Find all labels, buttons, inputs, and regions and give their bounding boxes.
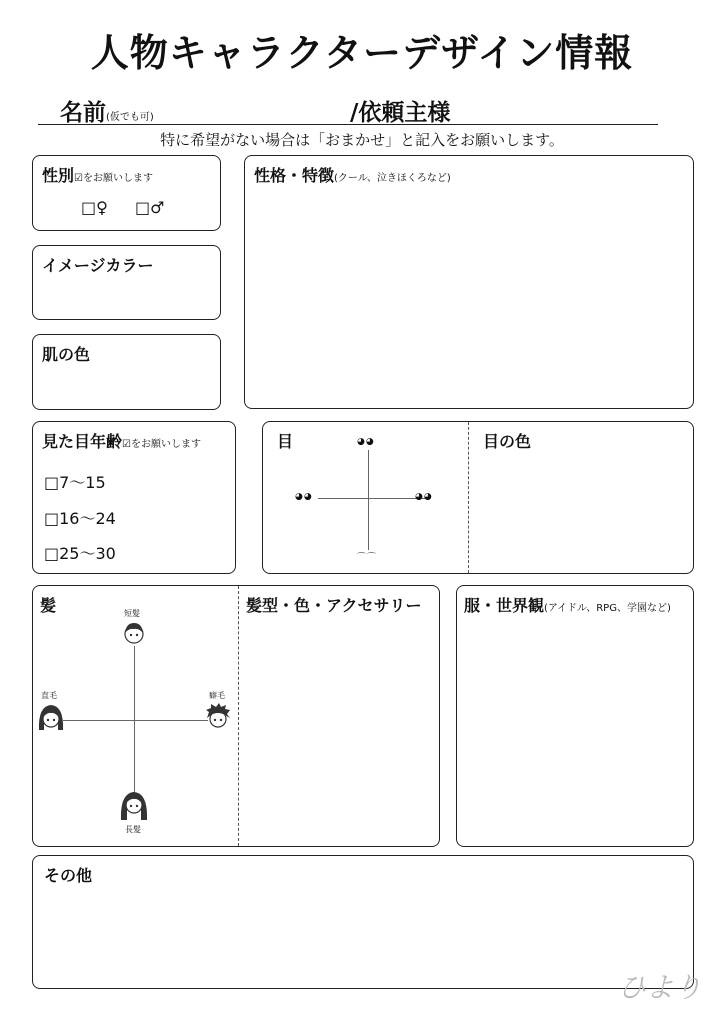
personality-hint: (クール、泣きほくろなど) [334,173,451,184]
hair-label: 髪 [40,596,57,615]
eye-right-icon: ◕◕ [415,492,433,502]
age-option-7-15[interactable]: □7〜15 [44,473,106,492]
name-label-text: 名前 [60,100,106,126]
straight-hair-head-icon [36,702,66,732]
name-hint: (仮でも可) [106,112,154,123]
age-box[interactable] [32,421,236,574]
curly-hair-head-icon [203,702,233,732]
age-option-25-30[interactable]: □25〜30 [44,544,116,563]
long-hair-head-icon [119,789,149,821]
other-box[interactable] [32,855,694,989]
eyes-axis-vertical [368,450,369,550]
eye-bottom-icon: ⌒⌒ [357,553,378,563]
personality-box[interactable] [244,155,694,409]
age-hint: ☑をお願いします [122,439,201,450]
gender-label [42,163,153,186]
image-color-label: イメージカラー [42,256,154,275]
image-color-box[interactable] [32,245,221,320]
signature: ひより [617,971,702,1004]
skin-color-label: 肌の色 [42,345,91,364]
name-label [60,94,154,127]
clothes-box[interactable] [456,585,694,847]
eye-color-label: 目の色 [483,432,532,451]
eyes-axis-horizontal [318,498,428,499]
hair-box[interactable] [32,585,440,847]
clothes-label-text: 服・世界観 [464,596,545,615]
hair-bottom-label: 長髪 [125,825,141,834]
page-title: 人物キャラクターデザイン情報 [90,31,634,75]
personality-label-text: 性格・特徴 [254,166,335,185]
eyes-divider [468,422,469,573]
hair-style-label: 髪型・色・アクセサリー [246,596,422,615]
client-label: /依頼主様 [350,100,451,126]
female-checkbox[interactable]: □♀ [81,198,108,217]
eyes-box[interactable] [262,421,694,574]
hair-axis-horizontal [63,720,208,721]
eye-left-icon: ◕◕ [295,492,313,502]
personality-label [254,163,451,186]
age-option-16-24[interactable]: □16〜24 [44,509,116,528]
instruction-note: 特に希望がない場合は「おまかせ」と記入をお願いします。 [160,131,564,149]
age-label-text: 見た目年齢 [42,432,123,451]
eyes-label: 目 [277,432,294,451]
eye-top-icon: ◕◕ [357,437,375,447]
hair-top-label: 短髪 [124,609,140,618]
hair-axis-vertical [134,646,135,796]
short-hair-head-icon [121,620,147,646]
gender-hint: ☑をお願いします [74,173,153,184]
hair-left-label: 直毛 [41,691,57,700]
hair-right-label: 癖毛 [209,691,225,700]
gender-label-text: 性別 [42,166,75,185]
clothes-label [464,593,671,616]
age-label [42,429,201,452]
male-checkbox[interactable]: □♂ [135,198,165,217]
clothes-hint: (アイドル、RPG、学園など) [544,603,671,614]
name-underline[interactable] [38,124,658,125]
hair-divider [238,586,239,846]
other-label: その他 [44,866,93,885]
gender-box[interactable] [32,155,221,231]
skin-color-box[interactable] [32,334,221,410]
